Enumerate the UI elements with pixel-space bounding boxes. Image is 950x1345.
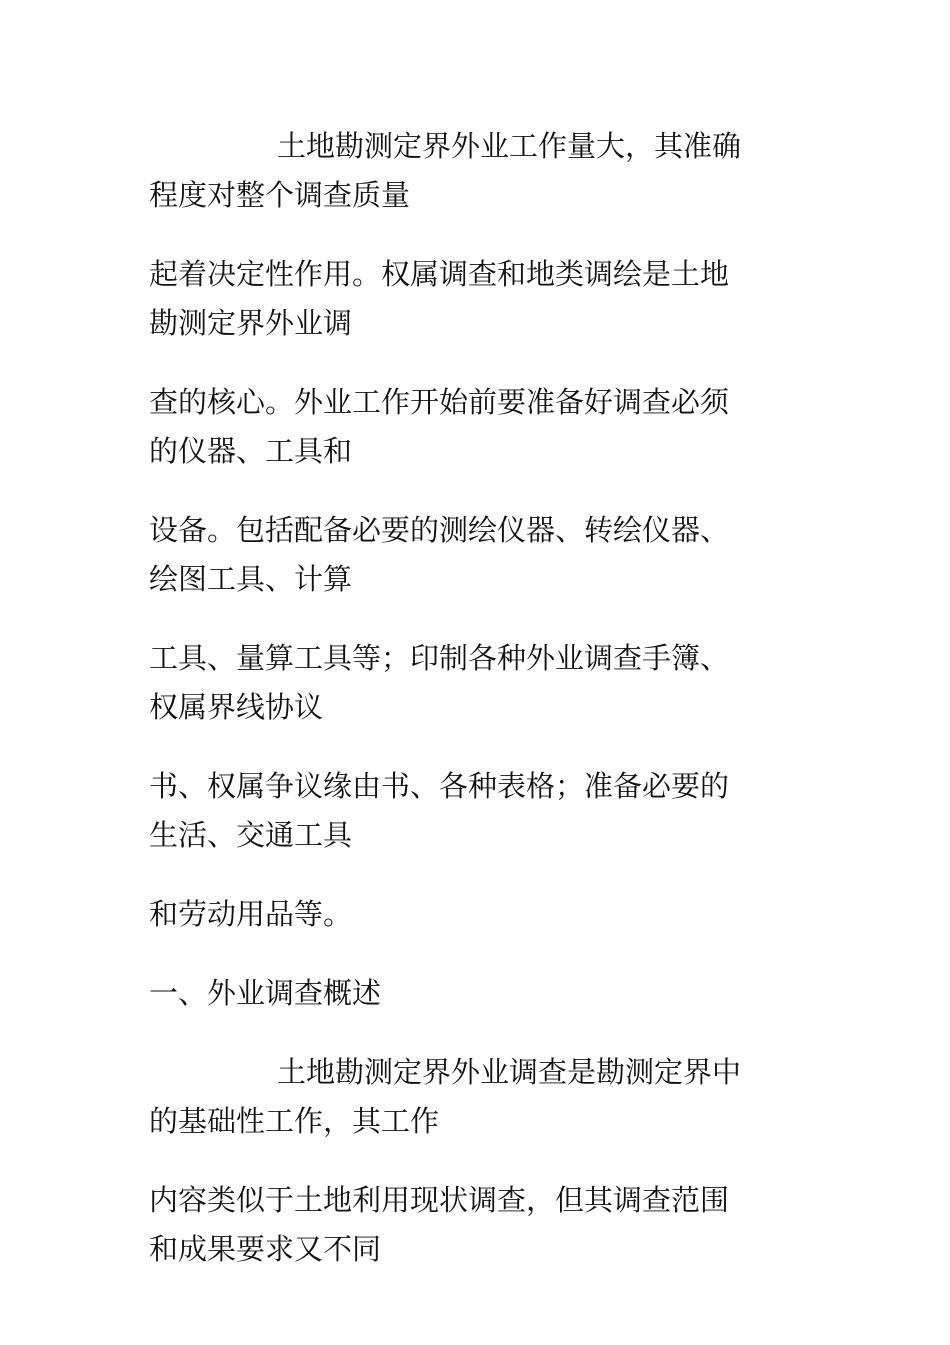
paragraph xyxy=(149,122,769,220)
text-line: 查的核心。外业工作开始前要准备好调查必须 xyxy=(149,385,730,419)
text-line: 生活、交通工具 xyxy=(149,818,353,852)
paragraph xyxy=(149,378,769,476)
text-line: 权属界线协议 xyxy=(149,690,324,724)
text-line: 程度对整个调查质量 xyxy=(149,178,411,212)
text-line: 的仪器、工具和 xyxy=(149,434,353,468)
text-line: 勘测定界外业调 xyxy=(149,306,353,340)
section-heading xyxy=(149,969,769,1018)
text-line: 和劳动用品等。 xyxy=(149,897,353,931)
text-line: 和成果要求又不同 xyxy=(149,1232,382,1266)
paragraph xyxy=(149,506,769,604)
paragraph xyxy=(149,890,769,939)
text-line: 绘图工具、计算 xyxy=(149,562,353,596)
text-line: 的基础性工作，其工作 xyxy=(149,1104,440,1138)
paragraph xyxy=(149,762,769,860)
text-line: 土地勘测定界外业调查是勘测定界中 xyxy=(277,1055,742,1089)
text-line: 内容类似于土地利用现状调查，但其调查范围 xyxy=(149,1183,730,1217)
text-line: 起着决定性作用。权属调查和地类调绘是土地 xyxy=(149,257,730,291)
text-line: 设备。包括配备必要的测绘仪器、转绘仪器、 xyxy=(149,513,730,547)
paragraph xyxy=(149,1048,769,1146)
paragraph xyxy=(149,634,769,732)
document-body xyxy=(149,122,769,1304)
paragraph xyxy=(149,250,769,348)
text-line: 土地勘测定界外业工作量大，其准确 xyxy=(277,129,742,163)
paragraph xyxy=(149,1176,769,1274)
text-line: 一、外业调查概述 xyxy=(149,976,382,1010)
text-line: 工具、量算工具等；印制各种外业调查手簿、 xyxy=(149,641,730,675)
text-line: 书、权属争议缘由书、各种表格；准备必要的 xyxy=(149,769,730,803)
